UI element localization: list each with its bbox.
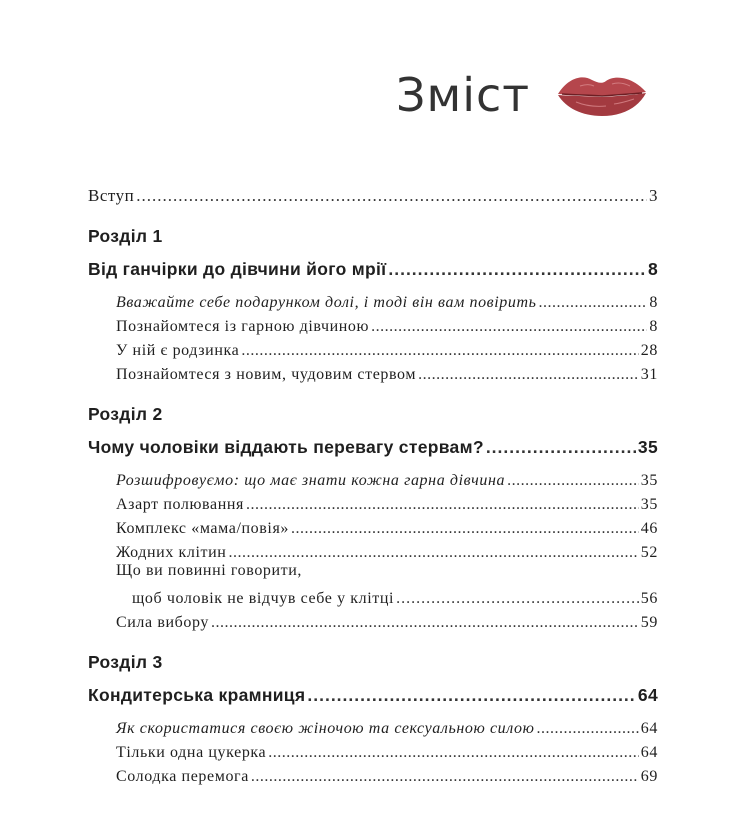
dot-leader (241, 342, 638, 360)
toc-page-number: 28 (640, 342, 658, 359)
dot-leader (396, 590, 639, 608)
chapter-label: Розділ 2 (88, 404, 163, 424)
dot-leader (228, 544, 638, 562)
dot-leader (268, 744, 639, 762)
toc-entry-title: Познайомтеся з новим, чудовим стервом (116, 366, 417, 383)
toc-entry[interactable] (116, 336, 658, 360)
chapter-title: Кондитерська крамниця (88, 685, 306, 705)
chapter-title-entry[interactable] (88, 428, 658, 458)
chapter-title-entry[interactable] (88, 250, 658, 280)
toc-entry[interactable] (116, 514, 658, 538)
toc-page-number: 56 (640, 590, 658, 607)
toc-page-number: 52 (640, 544, 658, 561)
dot-leader (251, 768, 639, 786)
dot-leader (418, 366, 639, 384)
lips-icon (556, 72, 648, 118)
chapter-label: Розділ 1 (88, 226, 163, 246)
toc-page-number: 35 (640, 496, 658, 513)
dot-leader (246, 496, 639, 514)
toc-page-number: 3 (649, 186, 658, 205)
toc-entry-title-line2: щоб чоловік не відчув себе у клітці (132, 590, 395, 607)
toc-page-number: 8 (649, 318, 658, 335)
toc-entry-title: Тільки одна цукерка (116, 744, 267, 761)
contents-heading (396, 68, 648, 122)
toc-entry-title: У ній є родзинка (116, 342, 240, 359)
toc-page-number: 8 (647, 259, 658, 279)
chapter-label: Розділ 3 (88, 652, 163, 672)
toc-entry-title: Жодних клітин (116, 544, 227, 561)
toc-entry[interactable] (116, 738, 658, 762)
toc-page-number: 35 (640, 472, 658, 489)
toc-entry[interactable] (116, 466, 658, 490)
dot-leader (307, 685, 636, 706)
toc-page-number: 59 (640, 614, 658, 631)
toc-page-number: 35 (637, 437, 658, 457)
toc-page-number: 69 (640, 768, 658, 785)
toc-entry-title: Азарт полювання (116, 496, 244, 513)
toc-entry-title: Як скористатися своєю жіночою та сексуальною силою (116, 720, 535, 737)
dot-leader (537, 720, 639, 738)
toc-entry[interactable] (116, 288, 658, 312)
chapter-title: Чому чоловіки віддають перевагу стервам? (88, 437, 484, 457)
dot-leader (136, 186, 647, 206)
dot-leader (291, 520, 639, 538)
chapter-title: Від ганчірки до дівчини його мрії (88, 259, 387, 279)
toc-entry-title: Вважайте себе подарунком долі, і тоді він вам повірить (116, 294, 537, 311)
dot-leader (507, 472, 639, 490)
toc-entry-title: Солодка перемога (116, 768, 249, 785)
toc-entry-title: Комплекс «мама/повія» (116, 520, 290, 537)
toc-entry[interactable] (116, 312, 658, 336)
toc-page-number: 64 (637, 685, 658, 705)
toc-entry[interactable] (116, 490, 658, 514)
toc-entry-title-line1: Що ви повинні говорити, (116, 562, 303, 579)
toc-entry[interactable] (116, 714, 658, 738)
toc-entry-title: Сила вибору (116, 614, 209, 631)
toc-entry[interactable] (116, 762, 658, 786)
toc-page-number: 64 (640, 720, 658, 737)
dot-leader (539, 294, 648, 312)
toc-entry-title: Вступ (88, 186, 135, 205)
toc-entry-title: Розшифровуємо: що має знати кожна гарна дівчина (116, 472, 506, 489)
toc-entry-title: Познайомтеся із гарною дівчиною (116, 318, 370, 335)
toc-entry[interactable] (116, 538, 658, 562)
toc-entry-intro[interactable] (88, 180, 658, 206)
dot-leader (211, 614, 639, 632)
toc-entry-multiline[interactable] (116, 562, 658, 608)
chapter-title-entry[interactable] (88, 676, 658, 706)
toc-page-number: 64 (640, 744, 658, 761)
dot-leader (371, 318, 647, 336)
toc-entry[interactable] (116, 608, 658, 632)
table-of-contents (88, 180, 658, 786)
dot-leader (486, 437, 636, 458)
dot-leader (388, 259, 646, 280)
toc-entry[interactable] (116, 360, 658, 384)
toc-page-number: 46 (640, 520, 658, 537)
toc-page-number: 31 (640, 366, 658, 383)
toc-page-number: 8 (649, 294, 658, 311)
page-title: Зміст (396, 68, 531, 122)
